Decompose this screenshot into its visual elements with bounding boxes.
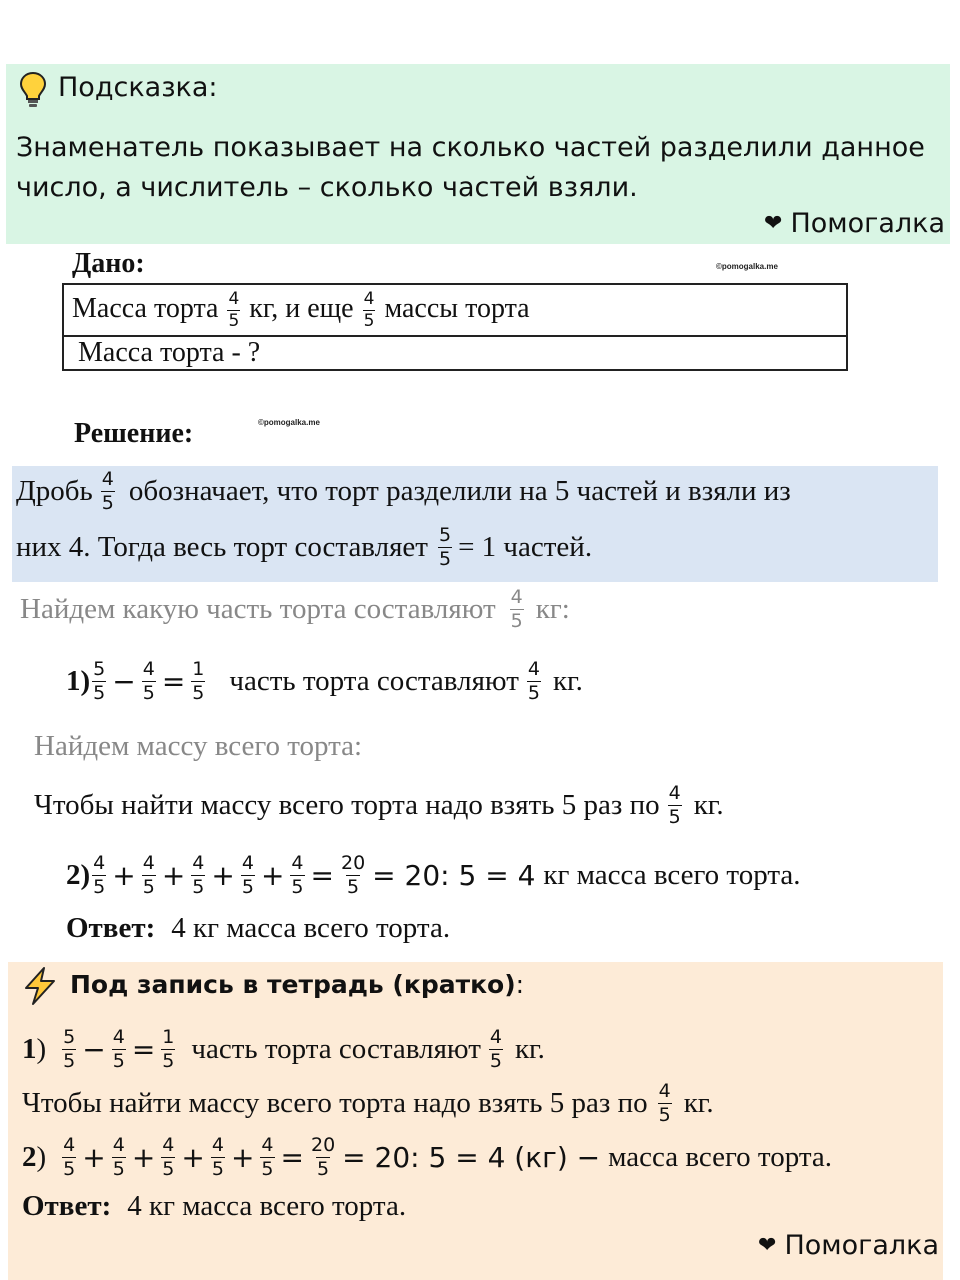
lightning-icon [20, 966, 60, 1006]
solution-label: Решение: [74, 418, 194, 449]
fraction: $\frac{4}{5}$ [527, 658, 540, 704]
fraction: $\frac{4}{5}$ [241, 852, 254, 898]
fraction: $\frac{20}{5}$ [310, 1134, 336, 1180]
given-row-1: Масса торта $\frac{4}{5}$ кг, и еще $\frac{4}{5}$ массы торта [63, 284, 847, 336]
fraction: $\frac{4}{5}$ [658, 1080, 671, 1126]
answer-line: Ответ: 4 кг масса всего торта. [66, 912, 451, 944]
fraction: $\frac{5}{5}$ [63, 1026, 76, 1072]
fraction: $\frac{4}{5}$ [192, 852, 205, 898]
heart-icon: ❤ [758, 1233, 777, 1258]
fraction: $\frac{4}{5}$ [211, 1134, 224, 1180]
fraction: $\frac{4}{5}$ [112, 1026, 125, 1072]
explanation-line-1: Дробь $\frac{4}{5}$ обозначает, что торт разделили на 5 частей и взяли из [16, 468, 791, 514]
fraction: $\frac{4}{5}$ [112, 1134, 125, 1180]
notes-line-2: Чтобы найти массу всего торта надо взять 5 раз по $\frac{4}{5}$ кг. [22, 1080, 714, 1126]
fraction: $\frac{5}{5}$ [438, 524, 452, 570]
explanation-line-2: них 4. Тогда весь торт составляет $\frac{5}{5}$ = 1 частей. [16, 524, 593, 570]
fraction: $\frac{4}{5}$ [142, 852, 155, 898]
fraction: $\frac{4}{5}$ [668, 782, 681, 828]
fraction: $\frac{4}{5}$ [63, 1134, 76, 1180]
watermark: ©pomogalka.me [716, 262, 778, 271]
fraction: $\frac{4}{5}$ [101, 468, 114, 514]
brand-text: Помогалка [784, 1230, 939, 1261]
fraction: $\frac{4}{5}$ [489, 1026, 502, 1072]
fraction: $\frac{4}{5}$ [228, 288, 240, 331]
fraction: $\frac{1}{5}$ [162, 1026, 175, 1072]
brand-label [758, 1230, 939, 1261]
fraction: $\frac{5}{5}$ [93, 658, 106, 704]
take-line: Чтобы найти массу всего торта надо взять 5 раз по $\frac{4}{5}$ кг. [34, 782, 724, 828]
hint-text: Знаменатель показывает на сколько частей разделили данное число, а числитель – сколько частей взяли. [16, 132, 925, 203]
step-1-line: 1) $\frac{5}{5}$ − $\frac{4}{5}$ = $\frac{1}{5}$ часть торта составляют $\frac{4}{5}$ кг. [66, 658, 583, 704]
brand-label [764, 208, 945, 239]
notes-line-3: 2 ) $\frac{4}{5}$ + $\frac{4}{5}$ + $\frac{4}{5}$ + $\frac{4}{5}$ + $\frac{4}{5}$ = $\frac{20}{5}$ = 20: 5 = 4 (кг) − масса всего торта. [22, 1134, 832, 1180]
watermark: ©pomogalka.me [258, 418, 320, 427]
brand-text: Помогалка [790, 208, 945, 239]
given-row-2: Масса торта - ? [63, 336, 847, 370]
fraction: $\frac{4}{5}$ [93, 852, 106, 898]
fraction: $\frac{4}{5}$ [510, 586, 523, 632]
find-mass-line: Найдем массу всего торта: [34, 730, 363, 762]
step-2-line: 2) $\frac{4}{5}$ + $\frac{4}{5}$ + $\frac{4}{5}$ + $\frac{4}{5}$ + $\frac{4}{5}$ = $\frac{20}{5}$ = 20: 5 = 4 кг масса всего торта. [66, 852, 801, 898]
lightbulb-icon [16, 70, 50, 108]
fraction: $\frac{4}{5}$ [363, 288, 375, 331]
given-table [62, 283, 848, 371]
notes-title: Под запись в тетрадь (кратко): [70, 970, 525, 999]
fraction: $\frac{4}{5}$ [261, 1134, 274, 1180]
fraction: $\frac{20}{5}$ [340, 852, 366, 898]
fraction: $\frac{4}{5}$ [162, 1134, 175, 1180]
hint-title: Подсказка: [58, 72, 218, 103]
notes-line-1: 1 ) $\frac{5}{5}$ − $\frac{4}{5}$ = $\frac{1}{5}$ часть торта составляют $\frac{4}{5}$ кг. [22, 1026, 545, 1072]
fraction: $\frac{4}{5}$ [142, 658, 155, 704]
heart-icon: ❤ [764, 211, 783, 236]
fraction: $\frac{4}{5}$ [291, 852, 304, 898]
fraction: $\frac{1}{5}$ [192, 658, 205, 704]
find-part-line: Найдем какую часть торта составляют $\frac{4}{5}$ кг: [20, 586, 570, 632]
given-label: Дано: [72, 248, 145, 279]
notes-answer-line: Ответ: 4 кг масса всего торта. [22, 1190, 407, 1222]
